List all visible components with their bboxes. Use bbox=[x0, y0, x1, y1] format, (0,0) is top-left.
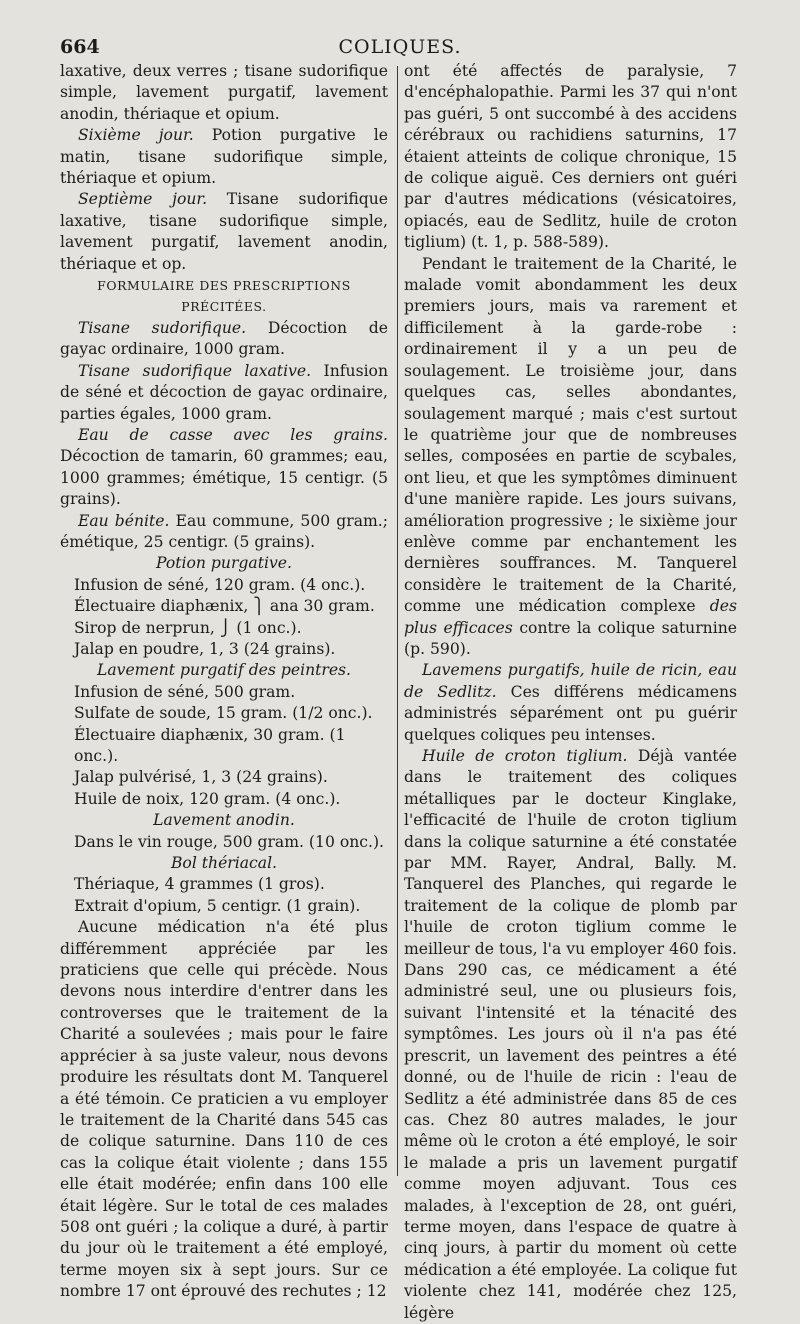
potion-item: Infusion de séné, 120 gram. (4 onc.). bbox=[74, 575, 366, 594]
lavemens-label: Lavemens purgatifs, huile de ricin, eau de Sedlitz. bbox=[404, 661, 737, 701]
eau-casse-entry bbox=[60, 425, 388, 511]
left-column bbox=[60, 61, 388, 1303]
tisane-sudorifique-entry bbox=[60, 318, 388, 361]
bol-item: Extrait d'opium, 5 centigr. (1 grain). bbox=[74, 896, 361, 915]
day6-text: Potion purgative le matin, tisane sudorifique simple, thériaque et opium. bbox=[60, 126, 388, 188]
eau-casse-text: Décoction de tamarin, 60 grammes; eau, 1000 grammes; émétique, 15 centigr. (5 grains). bbox=[60, 447, 388, 509]
statistics-paragraph: ont été affectés de paralysie, 7 d'encéphalopathie. Parmi les 37 qui n'ont pas guéri, 5 ont succombé à des accidens cérébraux ou rachidiens saturnins, 17 étaient atteints de colique chronique, 15 de colique aiguë. Ces derniers ont guéri par d'autres médications (vésicatoires, opiacés, eau de Sedlitz, huile de croton tiglium) (t. 1, p. 588-589). bbox=[404, 62, 737, 252]
bol-item: Thériaque, 4 grammes (1 gros). bbox=[74, 875, 325, 894]
croton-label: Huile de croton tiglium. bbox=[422, 747, 628, 765]
lavement-item: Infusion de séné, 500 gram. bbox=[74, 682, 296, 701]
eau-benite-label: Eau bénite. bbox=[78, 511, 170, 530]
lavemens-text: Ces différens médicamens administrés séparément ont pu guérir quelques coliques peu intenses. bbox=[404, 682, 737, 744]
eau-casse-label: Eau de casse avec les grains. bbox=[78, 425, 388, 444]
lavement-item: Jalap pulvérisé, 1, 3 (24 grains). bbox=[74, 768, 328, 787]
tisane-laxative-label: Tisane sudorifique laxative. bbox=[78, 361, 312, 380]
croton-paragraph bbox=[404, 746, 737, 1324]
lavement-item: Électuaire diaphænix, 30 gram. (1 onc.). bbox=[74, 725, 346, 765]
running-title: COLIQUES. bbox=[338, 36, 462, 58]
day6-label: Sixième jour. bbox=[78, 126, 194, 145]
lavement-item: Huile de noix, 120 gram. (4 onc.). bbox=[74, 789, 341, 808]
day6-paragraph bbox=[60, 125, 388, 189]
bol-title: Bol thériacal. bbox=[170, 854, 278, 873]
lavemens-paragraph bbox=[404, 660, 737, 746]
tisane-sudorifique-label: Tisane sudorifique. bbox=[78, 318, 247, 337]
eau-benite-entry bbox=[60, 511, 388, 554]
page-header bbox=[60, 36, 740, 62]
closing-paragraph: Aucune médication n'a été plus différemment appréciée par les praticiens que celle qui précède. Nous devons nous interdire d'entrer dans les controverses que le traitement de la Charité a soulevées ; mais pour le faire apprécier à sa juste valeur, nous devons produire les résultats dont M. Tanquerel a été témoin. Ce praticien a vu employer le traitement de la Charité dans 545 cas de colique saturnine. Dans 110 de ces cas la colique était violente ; dans 155 elle était modérée; enfin dans 100 elle était légère. Sur le total de ces malades 508 ont guéri ; la colique a duré, à partir du jour où le traitement a été employé, terme moyen six à sept jours. Sur ce nombre 17 ont éprouvé des rechutes ; 12 bbox=[60, 918, 388, 1301]
potion-title: Potion purgative. bbox=[156, 554, 292, 573]
formulary-title: FORMULAIRE DES PRESCRIPTIONS PRÉCITÉES. bbox=[97, 278, 351, 315]
treatment-course-paragraph bbox=[404, 254, 737, 661]
potion-item: Sirop de nerprun, ⎭ (1 onc.). bbox=[74, 618, 302, 637]
eau-benite-text: Eau commune, 500 gram.; émétique, 25 centigr. (5 grains). bbox=[60, 511, 388, 551]
page-number: 664 bbox=[60, 36, 100, 58]
day7-text: Tisane sudorifique laxative, tisane sudorifique simple, lavement purgatif, lavement anodin, thériaque et op. bbox=[60, 190, 388, 273]
day7-label: Septième jour. bbox=[78, 190, 208, 209]
lavement-item: Sulfate de soude, 15 gram. (1/2 onc.). bbox=[74, 704, 373, 723]
tisane-laxative-text: Infusion de séné et décoction de gayac ordinaire, parties égales, 1000 gram. bbox=[60, 361, 388, 423]
day7-paragraph bbox=[60, 189, 388, 275]
intro-paragraph: laxative, deux verres ; tisane sudorifique simple, lavement purgatif, lavement anodin, thériaque et opium. bbox=[60, 62, 388, 123]
croton-text: Déjà vantée dans le traitement des coliques métalliques par le docteur Kinglake, l'efficacité de l'huile de croton tiglium dans la colique saturnine a été constatée par MM. Rayer, Andral, Bally. M. Tanquerel des Planches, qui regarde le traitement de la colique de plomb par l'huile de croton tiglium comme le meilleur de tous, l'a vu employer 460 fois. Dans 290 cas, ce médicament a été administré seul, une ou plusieurs fois, suivant l'intensité et la ténacité des symptômes. Les jours où il n'a pas été prescrit, un lavement des peintres a été donné, ou de l'huile de ricin : l'eau de Sedlitz a été administrée dans 85 de ces cas. Chez 80 autres malades, le jour même où le croton a été employé, le soir le malade a pris un lavement purgatif comme moyen adjuvant. Tous ces malades, à l'exception de 28, ont guéri, terme moyen, dans l'espace de quatre à cinq jours, à partir du moment où cette médication a été employée. La colique fut violente chez 141, modérée chez 125, légère bbox=[404, 747, 737, 1322]
lavement-peintres-title: Lavement purgatif des peintres. bbox=[96, 661, 352, 680]
treatment-course-text: Pendant le traitement de la Charité, le malade vomit abondamment les deux premiers jours, mais va rarement et difficilement à la garde-robe : ordinairement il y a un peu de soulagement. Le troisième jour, dans quelques cas, selles abondantes, soulagement marqué ; mais c'est surtout le quatrième jour que de nombreuses selles, composées en partie de scybales, ont lieu, et que les symptômes diminuent d'une manière rapide. Les jours suivans, amélioration progressive ; le sixième jour enlève comme par enchantement les dernières souffrances. M. Tanquerel considère le traitement de la Charité, comme une médication complexe bbox=[404, 254, 737, 616]
potion-item: Électuaire diaphænix, ⎫ ana 30 gram. bbox=[74, 597, 375, 616]
right-column bbox=[404, 61, 737, 1324]
tisane-laxative-entry bbox=[60, 361, 388, 425]
column-divider bbox=[397, 66, 398, 1176]
lavement-anodin-title: Lavement anodin. bbox=[153, 811, 295, 830]
treatment-course-emphasis: des plus efficaces bbox=[404, 597, 737, 637]
potion-item: Jalap en poudre, 1, 3 (24 grains). bbox=[74, 639, 336, 658]
anodin-item: Dans le vin rouge, 500 gram. (10 onc.). bbox=[74, 832, 384, 851]
treatment-course-end: contre la colique saturnine (p. 590). bbox=[404, 618, 737, 658]
tisane-sudorifique-text: Décoction de gayac ordinaire, 1000 gram. bbox=[60, 318, 388, 359]
